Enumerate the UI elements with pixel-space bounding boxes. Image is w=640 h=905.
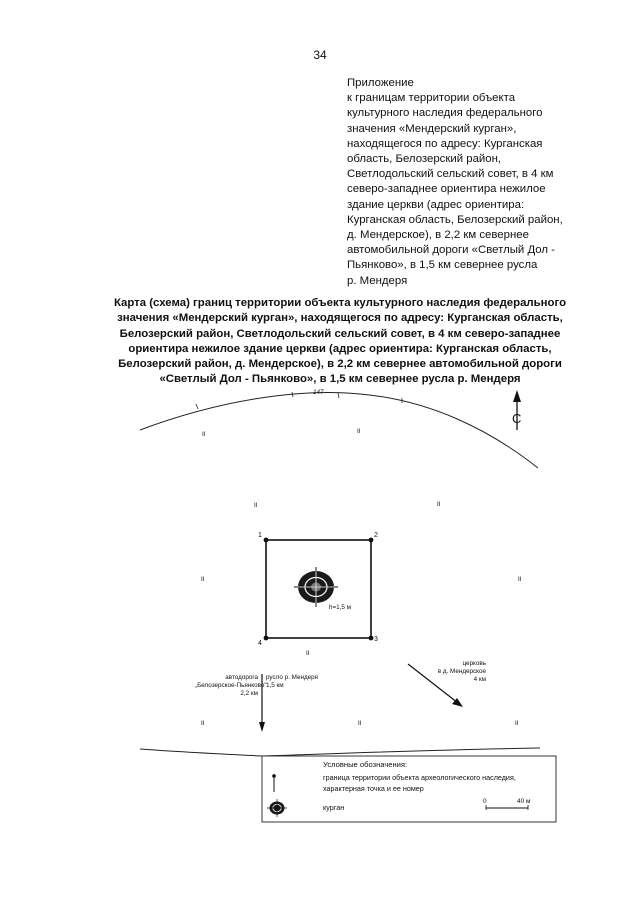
- north-label: С: [512, 411, 522, 426]
- river-label: [266, 674, 318, 690]
- appendix-line: р. Мендеря: [347, 274, 408, 287]
- title-line: Белозерский район, д. Мендерское), в 2,2 км севернее автомобильной дороги: [118, 358, 562, 371]
- boundary-point-1: [264, 538, 269, 543]
- road-label-line: автодорога: [225, 674, 258, 681]
- boundary-point-3: [369, 636, 374, 641]
- legend-boundary-line: характерная точка и ее номер: [323, 784, 424, 793]
- title-line: значения «Мендерский курган», находящегося по адресу: Курганская область,: [117, 312, 563, 325]
- road-arrow-head: [259, 722, 265, 732]
- contour-tick: [338, 393, 339, 398]
- contour-tick: [196, 404, 198, 409]
- grass-mark: II: [518, 576, 522, 583]
- grass-mark: II: [201, 576, 205, 583]
- grass-mark: II: [306, 650, 310, 657]
- church-label-line: церковь: [462, 660, 486, 667]
- appendix-line: д. Мендерское), в 2,2 км севернее: [347, 229, 529, 242]
- grass-mark: II: [515, 720, 519, 727]
- appendix-line: область, Белозерский район,: [347, 153, 502, 166]
- legend-title: Условные обозначения:: [323, 760, 408, 769]
- scale-end-label: 40 м: [517, 798, 531, 805]
- river-label-line: русло р. Мендеря: [266, 674, 318, 681]
- title-line: Белозерский район, Светлодольский сельский совет, в 4 км северо-западнее: [119, 327, 561, 340]
- point-label-1: 1: [258, 532, 262, 539]
- church-label-line: 4 км: [473, 676, 486, 683]
- appendix-line: Светлодольский сельский совет, в 4 км: [347, 168, 554, 181]
- contour-line: [140, 393, 538, 469]
- grass-mark: II: [357, 428, 361, 435]
- appendix-line: Курганская область, Белозерский район,: [347, 213, 563, 226]
- appendix-line: автомобильной дороги «Светлый Дол -: [347, 244, 555, 257]
- contour-line: [140, 748, 540, 756]
- kurgan-symbol: [294, 567, 338, 607]
- point-label-3: 3: [374, 636, 378, 643]
- grass-mark: II: [201, 720, 205, 727]
- boundary-point-2: [369, 538, 374, 543]
- height-label: h=1,5 м: [329, 604, 352, 611]
- appendix-line: культурного наследия федерального: [347, 107, 543, 120]
- grass-mark: II: [437, 501, 441, 508]
- grass-mark: II: [202, 431, 206, 438]
- appendix-line: находящегося по адресу: Курганская: [347, 137, 543, 150]
- title-line: Карта (схема) границ территории объекта культурного наследия федерального: [113, 297, 567, 309]
- legend-boundary-line: граница территории объекта археологического наследия,: [323, 773, 516, 782]
- legend-boundary-text: [323, 772, 516, 794]
- grass-mark: II: [254, 502, 258, 509]
- grass-mark: II: [358, 720, 362, 727]
- church-label-line: в д. Мендерское: [437, 668, 486, 675]
- appendix-line: здание церкви (адрес ориентира:: [347, 198, 525, 211]
- contour-tick: [292, 392, 293, 397]
- appendix-line: северо-западнее ориентира нежилое: [347, 183, 546, 196]
- appendix-line: Приложение: [347, 77, 414, 89]
- road-label: [195, 674, 267, 698]
- scale-zero-label: 0: [483, 798, 487, 805]
- appendix-line: значения «Мендерский курган»,: [347, 122, 517, 135]
- appendix-line: к границам территории объекта: [347, 92, 516, 105]
- point-label-2: 2: [374, 532, 378, 539]
- title-line: «Светлый Дол - Пьянково», в 1,5 км севернее русла р. Мендеря: [159, 373, 521, 386]
- contour-label: 147: [313, 389, 324, 396]
- north-arrow-head: [513, 390, 521, 402]
- road-label-line: 2,2 км: [240, 690, 258, 697]
- road-label-line: „Белозерское-Пьянково": [195, 682, 267, 689]
- river-label-line: 1,5 км: [266, 682, 284, 689]
- church-label: [420, 660, 486, 684]
- legend-kurgan-text: курган: [323, 803, 345, 812]
- page-number: 34: [313, 48, 327, 62]
- legend-boundary-point: [272, 774, 276, 778]
- title-line: ориентира нежилое здание церкви (адрес ориентира: Курганская область,: [128, 342, 552, 355]
- appendix-line: Пьянково», в 1,5 км севернее русла: [347, 259, 538, 272]
- boundary-point-4: [264, 636, 269, 641]
- point-label-4: 4: [258, 640, 262, 647]
